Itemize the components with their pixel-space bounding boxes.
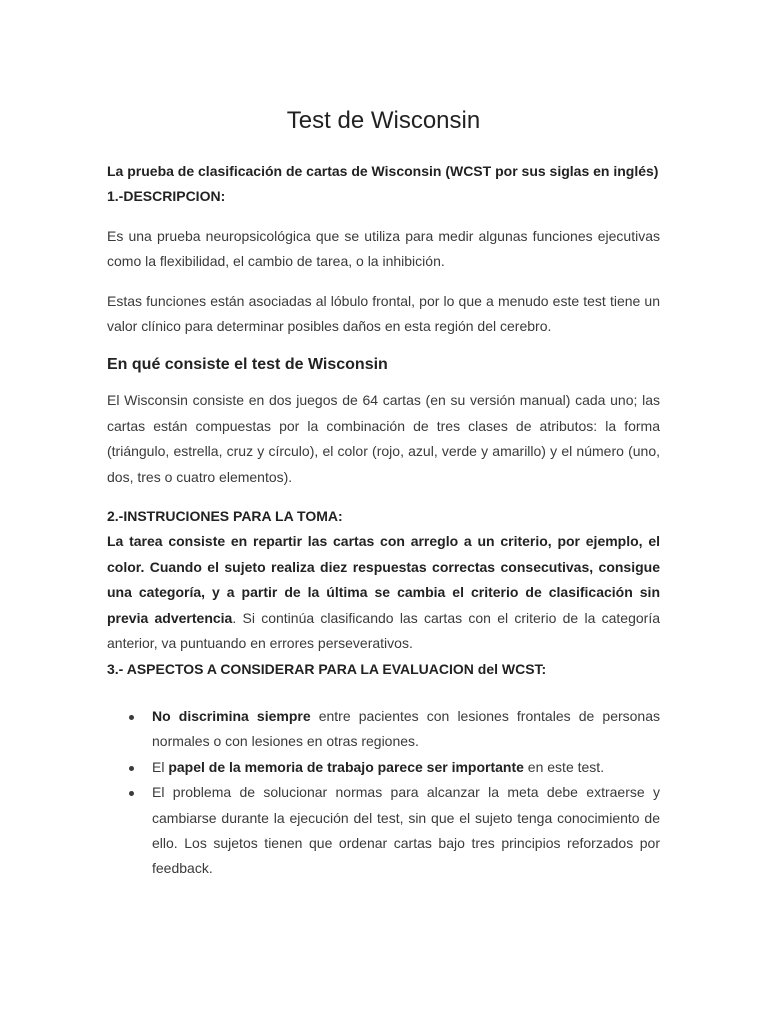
description-paragraph-2: Estas funciones están asociadas al lóbulo frontal, por lo que a menudo este test tiene un valor clínico para determinar posibles daños en esta región del cerebro. bbox=[107, 292, 660, 335]
list-item-text: en este test. bbox=[523, 758, 605, 775]
document-title: Test de Wisconsin bbox=[286, 107, 481, 134]
instructions-paragraph bbox=[107, 529, 660, 656]
intro-text: La prueba de clasificación de cartas de Wisconsin (WCST por sus siglas en inglés) bbox=[107, 163, 659, 179]
section3-heading: 3.- ASPECTOS A CONSIDERAR PARA LA EVALUACION del WCST: bbox=[107, 660, 547, 677]
instructions-bold-text: La tarea consiste en repartir las cartas con arreglo a un criterio, por ejemplo, el color. Cuando el sujeto realiza diez respuestas correctas consecutivas, consigue una categoría, y a partir de la última se cambia el criterio de clasificación sin previa advertencia bbox=[107, 533, 660, 626]
instructions-text: . Si continúa clasificando las cartas con el criterio de la categoría anterior, va puntuando en errores perseverativos. bbox=[107, 609, 660, 652]
list-item-bold: No discrimina siempre bbox=[152, 707, 311, 724]
section2-heading: 2.-INSTRUCIONES PARA LA TOMA: bbox=[107, 508, 343, 525]
list-item-text: El problema de solucionar normas para alcanzar la meta debe extraerse y cambiarse durante la ejecución del test, sin que el sujeto tenga conocimiento de ello. Los sujetos tienen que ordenar cartas bajo tres principios reforzados por feedback. bbox=[152, 784, 660, 877]
considerations-list bbox=[107, 704, 660, 882]
consiste-subheading: En qué consiste el test de Wisconsin bbox=[107, 356, 388, 374]
section1-heading: 1.-DESCRIPCION: bbox=[107, 188, 226, 205]
list-item-text: entre pacientes con lesiones frontales de personas normales o con lesiones en otras regiones. bbox=[152, 707, 660, 750]
list-item bbox=[107, 704, 660, 755]
bullet-icon bbox=[129, 715, 134, 720]
list-item bbox=[107, 755, 660, 780]
bullet-icon bbox=[129, 766, 134, 771]
description-paragraph-1: Es una prueba neuropsicológica que se utiliza para medir algunas funciones ejecutivas como la flexibilidad, el cambio de tarea, o la inhibición. bbox=[107, 227, 660, 270]
consiste-paragraph: El Wisconsin consiste en dos juegos de 64 cartas (en su versión manual) cada uno; las cartas están compuestas por la combinación de tres clases de atributos: la forma (triángulo, estrella, cruz y círculo), el color (rojo, azul, verde y amarillo) y el número (uno, dos, tres o cuatro elementos). bbox=[107, 392, 660, 485]
list-item-bold: papel de la memoria de trabajo parece ser importante bbox=[168, 758, 524, 775]
list-item bbox=[107, 780, 660, 882]
bullet-icon bbox=[129, 791, 134, 796]
list-item-prefix: El bbox=[152, 758, 169, 775]
